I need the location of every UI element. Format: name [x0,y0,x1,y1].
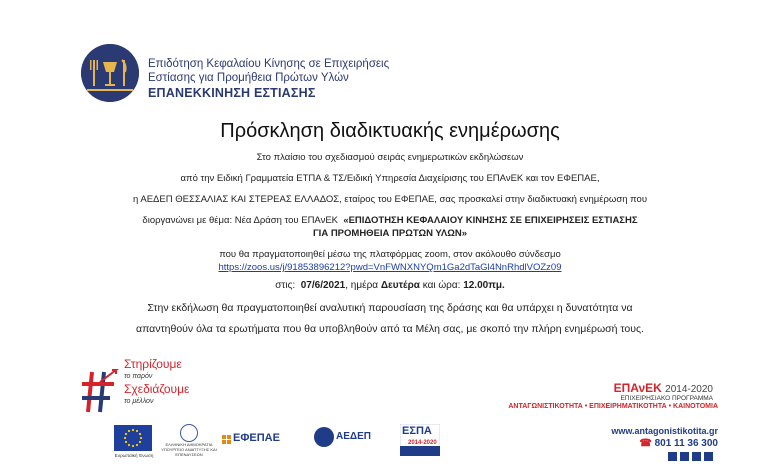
hashtag-icon [80,368,120,414]
website-link[interactable]: www.antagonistikotita.gr [611,426,718,436]
eu-flag-icon [114,425,152,451]
phone-value: 801 11 36 300 [654,438,718,449]
slogan-plan-sub: το μέλλον [124,398,154,405]
slogan-support: Στηρίζουμε [124,357,182,371]
body-line-3: η ΑΕΔΕΠ ΘΕΣΣΑΛΙΑΣ ΚΑΙ ΣΤΕΡΕΑΣ ΕΛΛΑΔΟΣ, εταίρος του ΕΦΕΠΑΕ, σας προσκαλεί στην διαδικτυακή ενημέρωση που [132,194,648,205]
phone-icon: ☎ [639,438,652,449]
aedep-logo-icon [314,427,334,447]
time-prefix: και ώρα: [422,280,461,291]
body-line-2: από την Ειδική Γραμματεία ΕΤΠΑ & ΤΣ/Ειδική Υπηρεσία Διαχείρισης του ΕΠΑνΕΚ και τον ΕΦΕΠΑΕ, [180,173,600,184]
date-mid: , ημέρα [345,280,379,291]
espa-logo-text: ΕΣΠΑ [402,425,432,437]
epanek-name: ΕΠΑνΕΚ [613,381,662,395]
event-day: Δευτέρα [380,280,420,291]
efepae-logo-icon [222,432,232,442]
body-line-1: Στο πλαίσιο του σχεδιασμού σειράς ενημερωτικών εκδηλώσεων [256,152,524,163]
paragraph-line-2: απαντηθούν όλα τα ερωτήματα που θα υποβληθούν από τα Μέλη σας, με σκοπό την πλήρη ενημέρωσή τους. [136,323,644,335]
zoom-link[interactable]: https://zoos.us/j/91853896212?pwd=VnFWNXNYQm1Ga2dTaGl4NnRhdlVOZz09 [218,262,562,273]
social-icons [668,452,713,461]
zoom-link-row [0,262,780,273]
header-line-2: Εστίασης για Προμήθεια Πρώτων Υλών [148,72,349,84]
ministry-caption: ΕΛΛΗΝΙΚΗ ΔΗΜΟΚΡΑΤΙΑ ΥΠΟΥΡΓΕΙΟ ΑΝΑΠΤΥΞΗΣ ΚΑΙ ΕΠΕΝΔΥΣΕΩΝ [161,442,217,457]
topic-title-1: «ΕΠΙΔΟΤΗΣΗ ΚΕΦΑΛΑΙΟΥ ΚΙΝΗΣΗΣ ΣΕ ΕΠΙΧΕΙΡΗΣΕΙΣ ΕΣΤΙΑΣΗΣ [343,215,638,226]
greek-emblem-icon [180,424,198,442]
epanek-years: 2014-2020 [665,384,713,395]
body-line-4 [0,215,780,226]
slogan-plan: Σχεδιάζουμε [124,382,190,396]
epanek-brand [563,381,713,395]
event-date: 07/6/2021 [300,280,346,291]
efepae-logo-text: ΕΦΕΠΑΕ [233,432,280,444]
phone-number [580,438,718,449]
paragraph-line-1: Στην εκδήλωση θα πραγματοποιηθεί αναλυτική παρουσίαση της δράσης και θα υπάρχει η δυνατότητα να [147,302,633,314]
header-line-1: Επιδότηση Κεφαλαίου Κίνησης σε Επιχειρήσεις [148,58,390,70]
topic-prefix: διοργανώνει με θέμα: Νέα Δράση του ΕΠΑνΕΚ [142,215,339,226]
event-time: 12.00πμ. [463,280,505,291]
date-line [0,280,780,291]
body-line-6: που θα πραγματοποιηθεί μέσω της πλατφόρμας zoom, στον ακόλουθο σύνδεσμο [219,249,561,260]
epanek-subtitle: ΕΠΙΧΕΙΡΗΣΙΑΚΟ ΠΡΟΓΡΑΜΜΑ [620,395,713,402]
youtube-icon[interactable] [692,452,701,461]
aedep-logo-text: ΑΕΔΕΠ [336,431,371,442]
page-title: Πρόσκληση διαδικτυακής ενημέρωσης [220,120,560,142]
twitter-icon[interactable] [680,452,689,461]
restaurant-logo-icon [81,44,139,102]
slogan-support-sub: το παρόν [124,373,153,380]
facebook-icon[interactable] [668,452,677,461]
espa-years: 2014-2020 [408,440,437,446]
epanek-tagline: ΑΝΤΑΓΩΝΙΣΤΙΚΟΤΗΤΑ • ΕΠΙΧΕΙΡΗΜΑΤΙΚΟΤΗΤΑ • ΚΑΙΝΟΤΟΜΙΑ [508,403,718,410]
topic-title-2: ΓΙΑ ΠΡΟΜΗΘΕΙΑ ΠΡΩΤΩΝ ΥΛΩΝ» [312,228,468,239]
eu-caption: Ευρωπαϊκή Ένωση [114,453,154,458]
date-prefix: στις: [275,280,296,291]
header-line-3: ΕΠΑΝΕΚΚΙΝΗΣΗ ΕΣΤΙΑΣΗΣ [148,86,316,100]
linkedin-icon[interactable] [704,452,713,461]
